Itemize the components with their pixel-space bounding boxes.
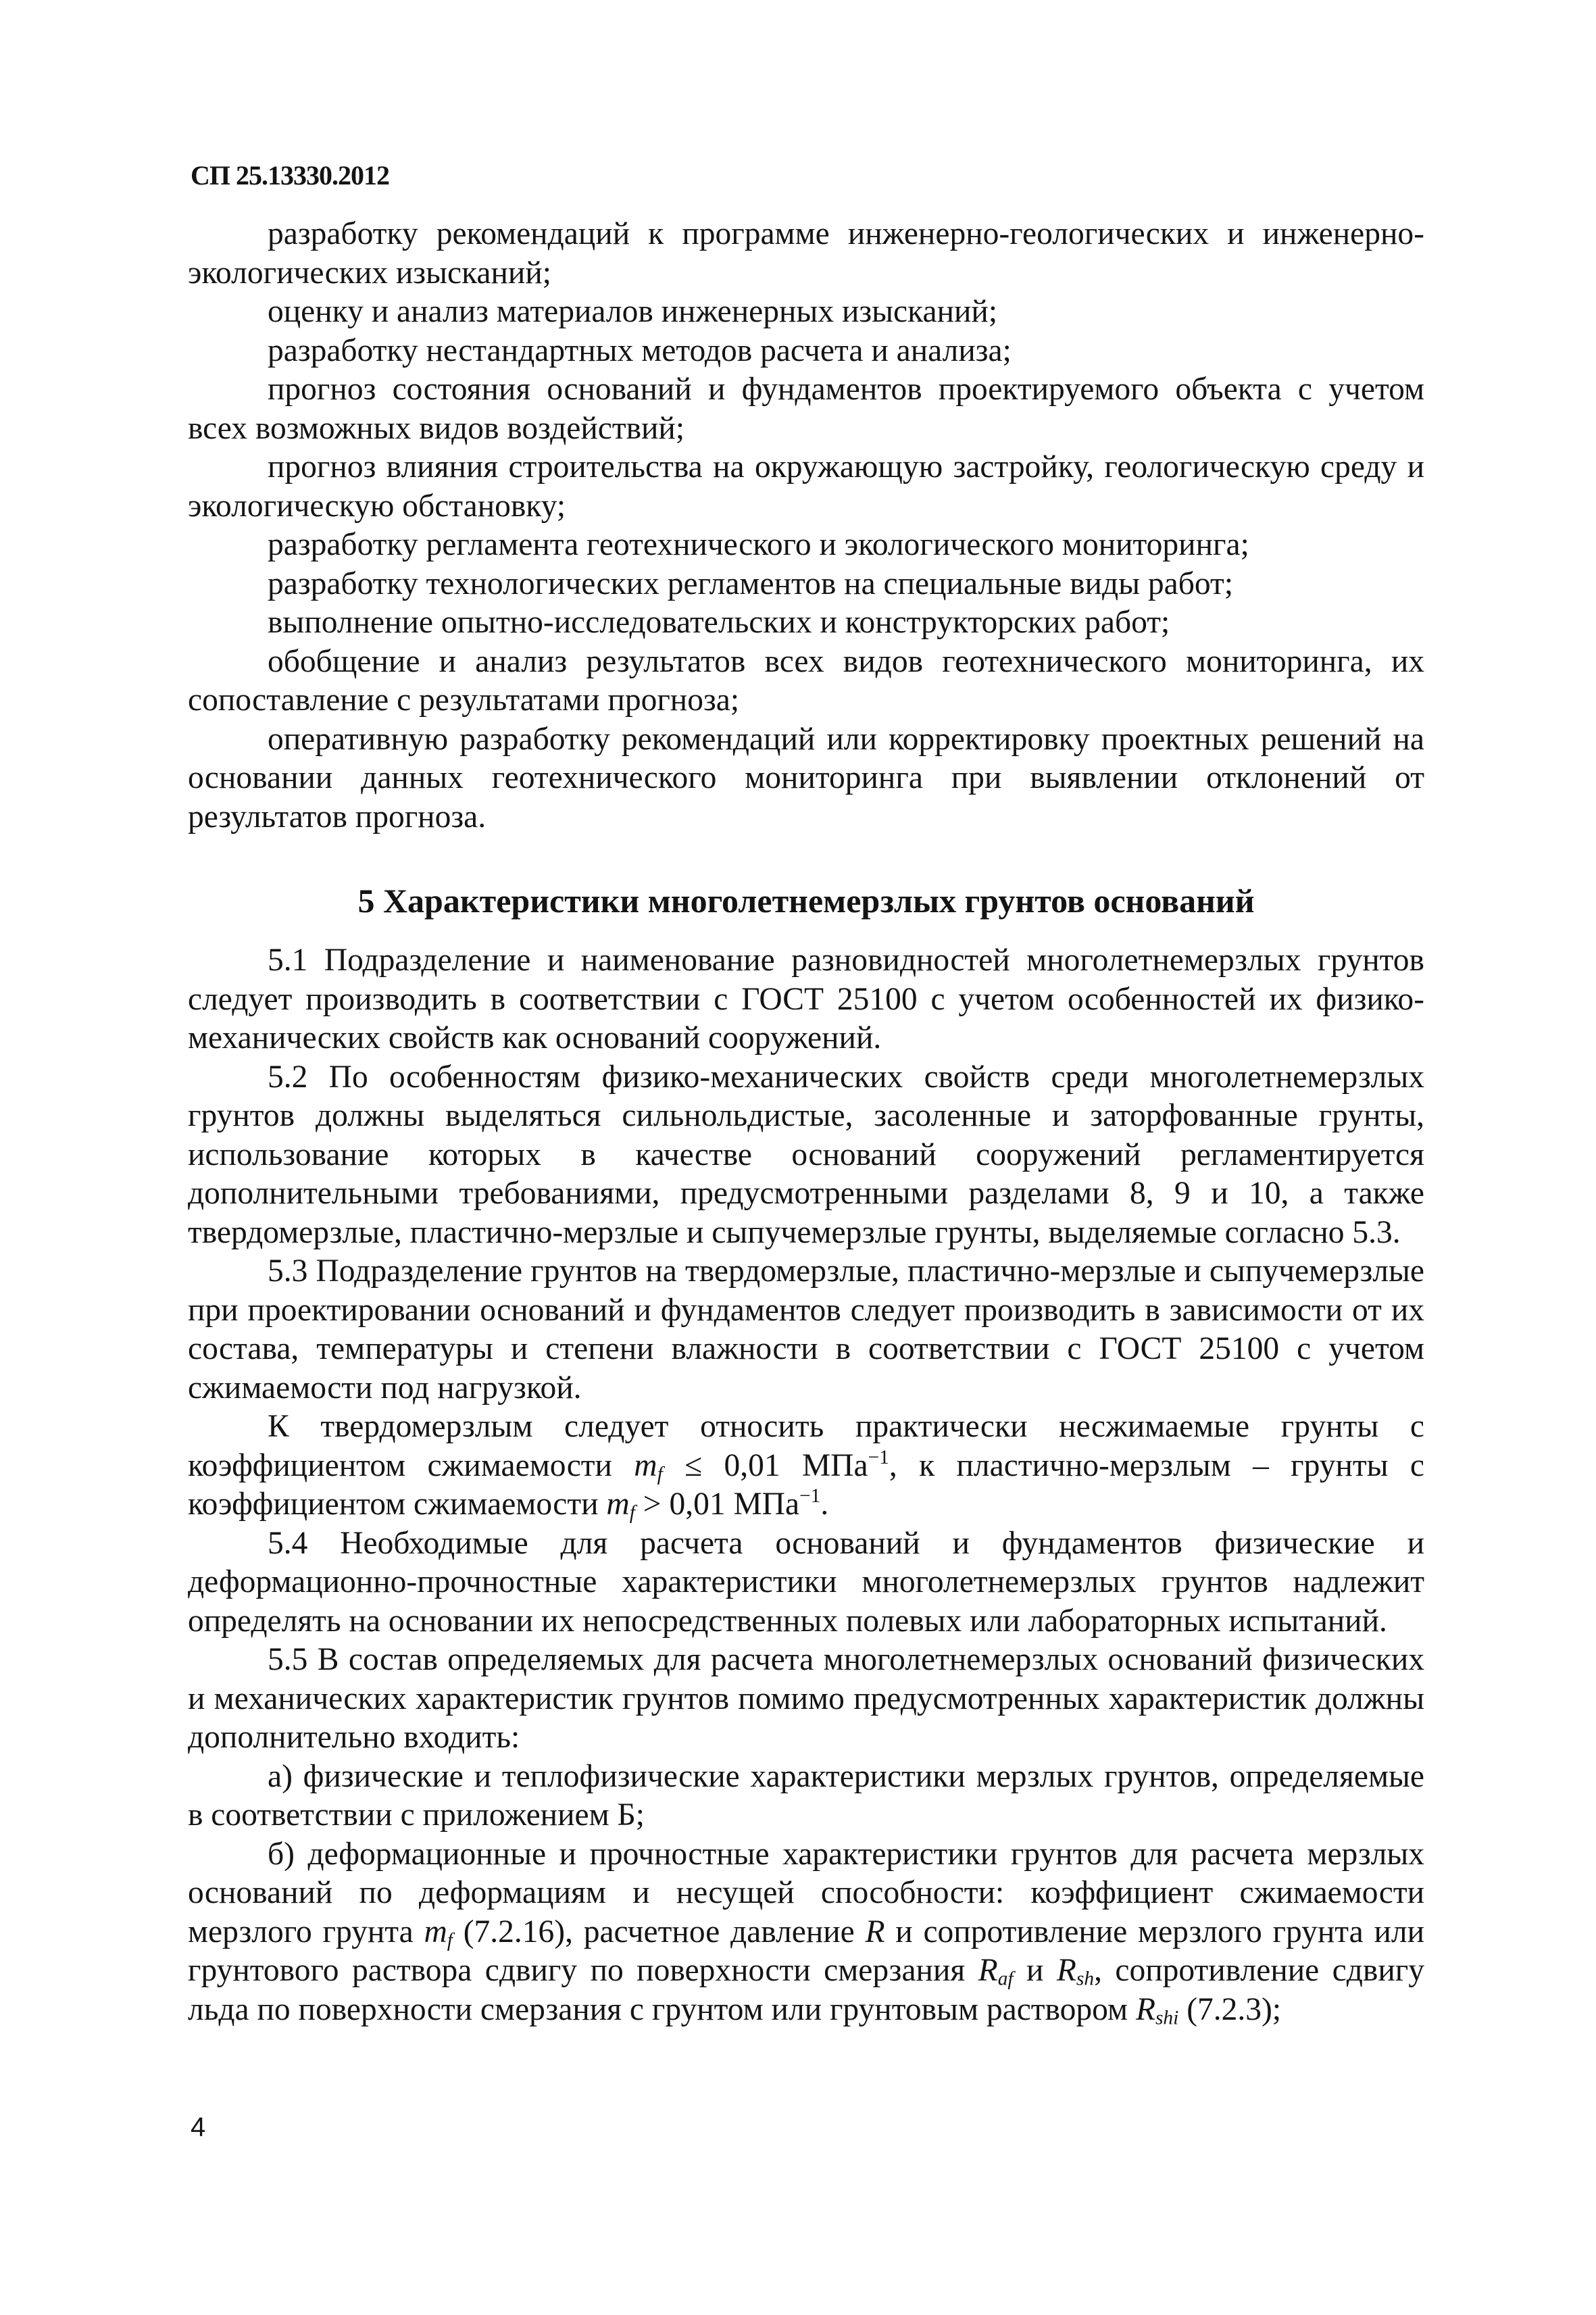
paragraph-5-3: 5.3 Подразделение грунтов на твердомерзлые, пластично-мерзлые и сыпучемерзлые при проектировании оснований и фундаментов следует производить в зависимости от их состава, температуры и степени влажности в соответствии с ГОСТ 25100 с учетом сжимаемости под нагрузкой.	[188, 1253, 1424, 1405]
paragraph-5-3-compressibility	[188, 1408, 1424, 1524]
math-subscript: shi	[1155, 2006, 1179, 2028]
math-subscript: af	[997, 1968, 1014, 1990]
math-symbol: m	[634, 1447, 657, 1483]
text-run: > 0,01 МПа	[634, 1487, 800, 1522]
math-symbol: R	[978, 1953, 998, 1988]
text-run: .	[820, 1487, 829, 1522]
document-code-header: СП 25.13330.2012	[191, 160, 389, 191]
list-item-b	[188, 1835, 1424, 2030]
section-heading: 5 Характеристики многолетнемерзлых грунтов оснований	[357, 882, 1255, 920]
page-body	[188, 215, 1424, 2029]
math-subscript: f	[657, 1462, 663, 1485]
list-item: обобщение и анализ результатов всех видов геотехнического мониторинга, их сопоставление с результатами прогноза;	[188, 643, 1424, 718]
math-symbol: R	[865, 1914, 885, 1949]
text-run: , сопротивление сдвигу льда по поверхности смерзания с грунтом или грунтовым раствором	[188, 1953, 1425, 2027]
math-subscript: f	[629, 1501, 635, 1524]
text-run: , к пластично-мерзлым – грунты с коэффициентом сжимаемости	[188, 1447, 1424, 1522]
page-number: 4	[191, 2112, 206, 2142]
list-item-a: а) физические и теплофизические характеристики мерзлых грунтов, определяемые в соответствии с приложением Б;	[188, 1758, 1424, 1833]
list-item: разработку регламента геотехнического и экологического мониторинга;	[268, 527, 1249, 562]
list-item: оперативную разработку рекомендаций или корректировку проектных решений на основании данных геотехнического мониторинга при выявлении отклонений от результатов прогноза.	[188, 721, 1424, 835]
list-item: прогноз влияния строительства на окружающую застройку, геологическую среду и экологическую обстановку;	[188, 449, 1424, 524]
math-superscript: −1	[868, 1446, 889, 1468]
math-subscript: sh	[1076, 1968, 1095, 1990]
list-item: выполнение опытно-исследовательских и конструкторских работ;	[268, 605, 1170, 640]
text-run: (7.2.3);	[1178, 1991, 1282, 2027]
text-run: и	[1013, 1953, 1057, 1988]
text-run: и сопротивление мерзлого грунта или грунтового раствора сдвигу по поверхности смерзания	[188, 1914, 1424, 1988]
text-run: б) деформационные и прочностные характеристики грунтов для расчета мерзлых оснований по деформациям и несущей способности: коэффициент сжимаемости мерзлого грунта	[188, 1836, 1424, 1949]
list-item: оценку и анализ материалов инженерных изысканий;	[268, 294, 998, 329]
paragraph-5-2: 5.2 По особенностям физико-механических свойств среди многолетнемерзлых грунтов должны выделяться сильнольдистые, засоленные и заторфованные грунты, использование которых в качестве оснований сооружений регламентируется дополнительными требованиями, предусмотренными разделами 8, 9 и 10, а также твердомерзлые, пластично-мерзлые и сыпучемерзлые грунты, выделяемые согласно 5.3.	[188, 1059, 1424, 1250]
text-run: (7.2.16), расчетное давление	[452, 1914, 866, 1949]
paragraph-5-1: 5.1 Подразделение и наименование разновидностей многолетнемерзлых грунтов следует производить в соответствии с ГОСТ 25100 с учетом особенностей их физико-механических свойств как оснований сооружений.	[188, 943, 1424, 1055]
list-item: прогноз состояния оснований и фундаментов проектируемого объекта с учетом всех возможных видов воздействий;	[188, 372, 1424, 446]
math-symbol: m	[424, 1914, 447, 1949]
math-symbol: R	[1135, 1991, 1155, 2027]
text-run: ≤ 0,01 МПа	[662, 1447, 868, 1483]
list-item: разработку нестандартных методов расчета и анализа;	[268, 332, 1012, 368]
list-item: разработку технологических регламентов на специальные виды работ;	[268, 566, 1234, 601]
math-symbol: R	[1056, 1953, 1076, 1988]
paragraph-5-4: 5.4 Необходимые для расчета оснований и фундаментов физические и деформационно-прочностные характеристики многолетнемерзлых грунтов надлежит определять на основании их непосредственных полевых или лабораторных испытаний.	[188, 1525, 1424, 1639]
math-subscript: f	[447, 1928, 453, 1951]
math-superscript: −1	[799, 1485, 821, 1507]
paragraph-5-5: 5.5 В состав определяемых для расчета многолетнемерзлых оснований физических и механических характеристик грунтов помимо предусмотренных характеристик должны дополнительно входить:	[188, 1642, 1424, 1755]
list-item: разработку рекомендаций к программе инженерно-геологических и инженерно-экологических изысканий;	[188, 216, 1424, 291]
text-run: К твердомерзлым следует относить практически несжимаемые грунты с коэффициентом сжимаемости	[188, 1409, 1424, 1483]
math-symbol: m	[606, 1487, 630, 1522]
